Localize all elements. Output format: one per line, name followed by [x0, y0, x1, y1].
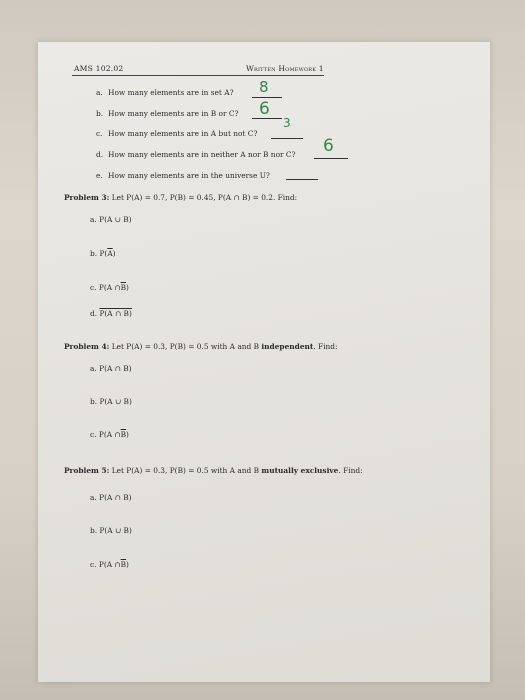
part-label: b. [90, 249, 98, 258]
part-expr: P(A ∪ B) [99, 397, 132, 406]
problem3-part-a [90, 215, 132, 224]
problem-emphasis: independent [261, 342, 314, 351]
problem3-part-b [90, 249, 116, 258]
problem-text: Let P(A) = 0.3, P(B) = 0.5 with A and B [111, 466, 260, 475]
answer-line [271, 138, 303, 139]
part-expr-close: ) [112, 249, 116, 258]
page-title: Written Homework 1 [246, 64, 324, 73]
part-expr: P(A ∩ [98, 560, 121, 569]
problem-heading: Problem 5: [64, 466, 110, 475]
answer-line [286, 179, 318, 180]
part-label: a. [90, 364, 97, 373]
question-text: How many elements are in A but not C? [108, 129, 258, 138]
part-label: c. [90, 430, 97, 439]
question-label: a. [96, 88, 103, 97]
question-text: How many elements are in the universe U? [108, 171, 270, 180]
problem-tail: . Find: [338, 466, 363, 475]
problem-text: Let P(A) = 0.3, P(B) = 0.5 with A and B [111, 342, 260, 351]
part-expr-close: ) [126, 283, 129, 292]
part-label: b. [90, 526, 98, 535]
part-label: c. [90, 560, 97, 569]
problem-text: Let P(A) = 0.7, P(B) = 0.45, P(A ∩ B) = 0.2. Find: [111, 193, 298, 202]
answer-line [252, 97, 282, 98]
part-expr: P(A ∩ B) [99, 493, 132, 502]
problem-statement [64, 466, 363, 475]
part-label: c. [90, 283, 97, 292]
part-label: a. [90, 493, 97, 502]
question-label: c. [96, 129, 103, 138]
problem4-part-c [90, 430, 129, 439]
part-expr-close: ) [126, 560, 129, 569]
handwritten-answer: 8 [259, 78, 269, 96]
part-expr-close: ) [126, 430, 129, 439]
complement-expr: $\overline{B}$ [120, 560, 127, 569]
answer-line [314, 158, 348, 159]
problem-emphasis: mutually exclusive [261, 466, 339, 475]
part-label: b. [90, 397, 98, 406]
problem5-part-c [90, 560, 129, 569]
problem5-part-a [90, 493, 132, 502]
question-text: How many elements are in neither A nor B nor C? [108, 150, 296, 159]
problem-statement [64, 342, 338, 351]
header-rule [72, 75, 324, 76]
part-expr: P(A ∩ [98, 283, 121, 292]
question-label: e. [96, 171, 103, 180]
problem-tail: . Find: [313, 342, 338, 351]
complement-expr: $\overline{B}$ [120, 283, 127, 292]
handwritten-answer: 6 [259, 99, 270, 119]
complement-expr: P(A ∩ B) [99, 309, 132, 318]
question-text: How many elements are in set A? [108, 88, 234, 97]
part-expr: P(A ∪ B) [99, 215, 132, 224]
question-text: How many elements are in B or C? [108, 109, 239, 118]
question-label: d. [96, 150, 104, 159]
problem3-part-d [90, 309, 132, 318]
part-expr: P( [99, 249, 108, 258]
homework-sheet [38, 42, 490, 682]
problem4-part-a [90, 364, 132, 373]
handwritten-answer: 3 [283, 116, 291, 130]
problem-statement [64, 193, 297, 202]
part-expr: P(A ∪ B) [99, 526, 132, 535]
problem5-part-b [90, 526, 132, 535]
part-expr: P(A ∩ B) [99, 364, 132, 373]
question-label: b. [96, 109, 104, 118]
problem4-part-b [90, 397, 132, 406]
part-label: a. [90, 215, 97, 224]
handwritten-answer: 6 [323, 136, 334, 156]
complement-expr: $\overline{A}$ [107, 249, 113, 258]
complement-expr: $\overline{B}$ [120, 430, 127, 439]
part-label: d. [90, 309, 98, 318]
problem-heading: Problem 3: [64, 193, 110, 202]
part-expr: P(A ∩ [98, 430, 121, 439]
course-code: AMS 102.02 [74, 64, 124, 73]
problem-heading: Problem 4: [64, 342, 110, 351]
problem3-part-c [90, 283, 129, 292]
